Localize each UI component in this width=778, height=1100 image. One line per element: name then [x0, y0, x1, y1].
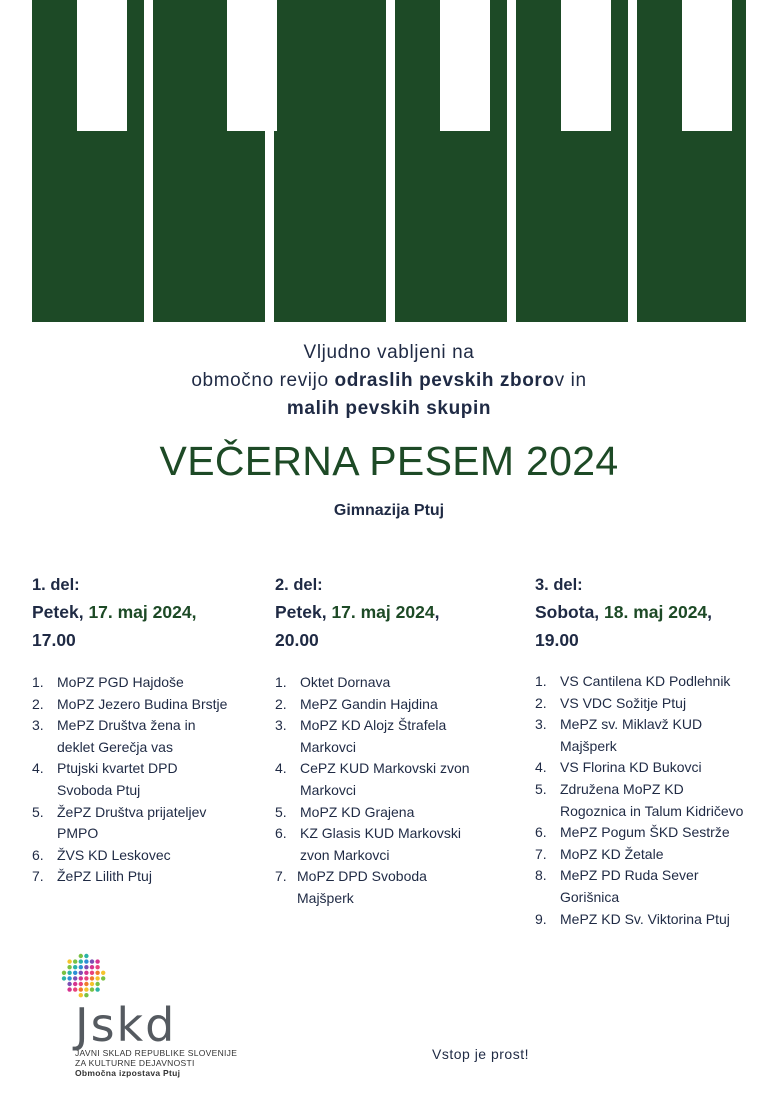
intro-bold-text: malih pevskih skupin — [286, 398, 492, 419]
list-item: 5. ŽePZ Društva prijateljev PMPO — [32, 803, 207, 842]
part-date-value: 17. maj 2024 — [331, 602, 435, 622]
logo-dot — [90, 976, 94, 980]
list-item: 5. Združena MoPZ KD Rogoznica in Talum Kidričevo — [535, 780, 744, 819]
list-item: 2. MePZ Gandin Hajdina — [275, 695, 438, 712]
list-item: 4. VS Florina KD Bukovci — [535, 759, 702, 776]
jskd-dot-logo-icon — [60, 952, 108, 1000]
list-item: 6. ŽVS KD Leskovec — [32, 846, 171, 863]
logo-dot — [79, 982, 83, 986]
logo-dot — [95, 971, 99, 975]
logo-dot — [84, 954, 88, 958]
list-item: 2. MoPZ Jezero Budina Brstje — [32, 695, 228, 712]
intro-bold-text: odraslih pevskih zboro — [334, 370, 555, 391]
part-day: Sobota, — [535, 602, 605, 622]
intro-text: območno revijo — [191, 370, 335, 391]
list-item: 6. MePZ Pogum ŠKD Sestrže — [535, 824, 730, 841]
list-item: 5. MoPZ KD Grajena — [275, 803, 415, 820]
logo-dot — [95, 976, 99, 980]
logo-dot — [73, 971, 77, 975]
program-part-3 — [535, 572, 760, 930]
list-item: 9. MePZ KD Sv. Viktorina Ptuj — [535, 910, 730, 927]
logo-dot — [95, 965, 99, 969]
venue: Gimnazija Ptuj — [333, 502, 445, 519]
list-item: 8. MePZ PD Ruda Sever Gorišnica — [535, 867, 699, 905]
logo-dot — [95, 959, 99, 963]
list-item: 3. MoPZ KD Alojz Štrafela Markovci — [275, 717, 447, 755]
list-item: 1. MoPZ PGD Hajdoše — [32, 674, 184, 690]
list-item: 7. MoPZ DPD Svoboda Majšperk — [275, 868, 427, 906]
list-item: 4. CePZ KUD Markovski zvon Markovci — [275, 760, 470, 798]
logo-dot — [79, 965, 83, 969]
list-item: 3. MePZ Društva žena in deklet Gerečja vas — [32, 717, 196, 755]
piano-keys-graphic — [32, 0, 746, 322]
part-label: 3. del: — [535, 576, 583, 594]
logo-dot — [90, 959, 94, 963]
logo-dot — [73, 959, 77, 963]
choir-list — [32, 672, 262, 888]
free-entry-note: Vstop je prost! — [432, 1046, 529, 1062]
list-item: 3. MePZ sv. Miklavž KUD Majšperk — [535, 716, 703, 754]
logo-dot — [84, 987, 88, 991]
logo-dot — [73, 976, 77, 980]
list-item: 2. VS VDC Sožitje Ptuj — [535, 694, 687, 711]
intro-line-3 — [0, 398, 778, 420]
logo-dot — [67, 976, 71, 980]
logo-subtitle-3: Območna izpostava Ptuj — [75, 1068, 181, 1078]
logo-dot — [62, 976, 66, 980]
intro-line-1 — [0, 342, 778, 364]
logo-dot — [90, 982, 94, 986]
logo-dot — [84, 971, 88, 975]
logo-dot — [79, 959, 83, 963]
logo-dot — [79, 987, 83, 991]
piano-black-key — [227, 0, 277, 131]
logo-dot — [90, 971, 94, 975]
logo-dot — [73, 982, 77, 986]
list-item: 4. Ptujski kvartet DPD Svoboda Ptuj — [32, 760, 178, 798]
part-date-value: 17. maj 2024 — [88, 602, 192, 622]
logo-dot — [79, 993, 83, 997]
piano-black-key — [440, 0, 490, 131]
part-date-comma: , — [434, 602, 440, 622]
choir-list — [275, 672, 505, 910]
list-item: 6. KZ Glasis KUD Markovski zvon Markovci — [275, 825, 462, 863]
logo-subtitle-2: ZA KULTURNE DEJAVNOSTI — [75, 1058, 195, 1068]
part-time: 17.00 — [32, 630, 76, 650]
logo-dot — [73, 965, 77, 969]
piano-white-key — [274, 0, 386, 322]
program-part-2 — [275, 572, 505, 910]
part-day: Petek, — [275, 602, 332, 622]
logo-dot — [67, 987, 71, 991]
intro-text: Vljudno vabljeni na — [303, 342, 475, 363]
piano-black-key — [682, 0, 732, 131]
logo-dot — [90, 965, 94, 969]
part-label: 2. del: — [275, 576, 323, 594]
part-time: 19.00 — [535, 630, 579, 650]
logo-dot — [101, 971, 105, 975]
logo-dot — [79, 971, 83, 975]
part-date-value: 18. maj 2024 — [604, 602, 708, 622]
logo-dot — [90, 987, 94, 991]
logo-subtitle-1: JAVNI SKLAD REPUBLIKE SLOVENIJE — [75, 1048, 238, 1058]
logo-dot — [67, 982, 71, 986]
logo-dot — [84, 982, 88, 986]
part-date — [535, 598, 760, 626]
logo-dot — [84, 976, 88, 980]
part-time: 20.00 — [275, 630, 319, 650]
logo-dot — [79, 976, 83, 980]
program-part-1 — [32, 572, 262, 888]
logo-dot — [95, 982, 99, 986]
logo-dot — [67, 965, 71, 969]
part-date — [32, 598, 262, 626]
part-date-comma: , — [191, 602, 197, 622]
logo-dot — [67, 971, 71, 975]
piano-black-key — [77, 0, 127, 131]
logo-dot — [62, 971, 66, 975]
part-day: Petek, — [32, 602, 89, 622]
list-item: 7. ŽePZ Lilith Ptuj — [32, 868, 152, 885]
choir-list — [535, 671, 760, 930]
logo-dot — [79, 954, 83, 958]
intro-text: v in — [554, 370, 587, 391]
intro-line-2 — [0, 370, 778, 392]
logo-dot — [101, 976, 105, 980]
logo-dot — [67, 959, 71, 963]
part-date — [275, 598, 505, 626]
list-item: 1. VS Cantilena KD Podlehnik — [535, 673, 731, 689]
part-label: 1. del: — [32, 576, 80, 594]
logo-dot — [84, 959, 88, 963]
list-item: 7. MoPZ KD Žetale — [535, 845, 664, 862]
logo-dot — [84, 993, 88, 997]
part-date-comma: , — [707, 602, 713, 622]
list-item: 1. Oktet Dornava — [275, 674, 391, 690]
logo-dot — [95, 987, 99, 991]
event-title: VEČERNA PESEM 2024 — [159, 438, 619, 484]
piano-black-key — [561, 0, 611, 131]
logo-dot — [84, 965, 88, 969]
logo-dot — [73, 987, 77, 991]
logo-wordmark: Jskd — [75, 998, 177, 1052]
